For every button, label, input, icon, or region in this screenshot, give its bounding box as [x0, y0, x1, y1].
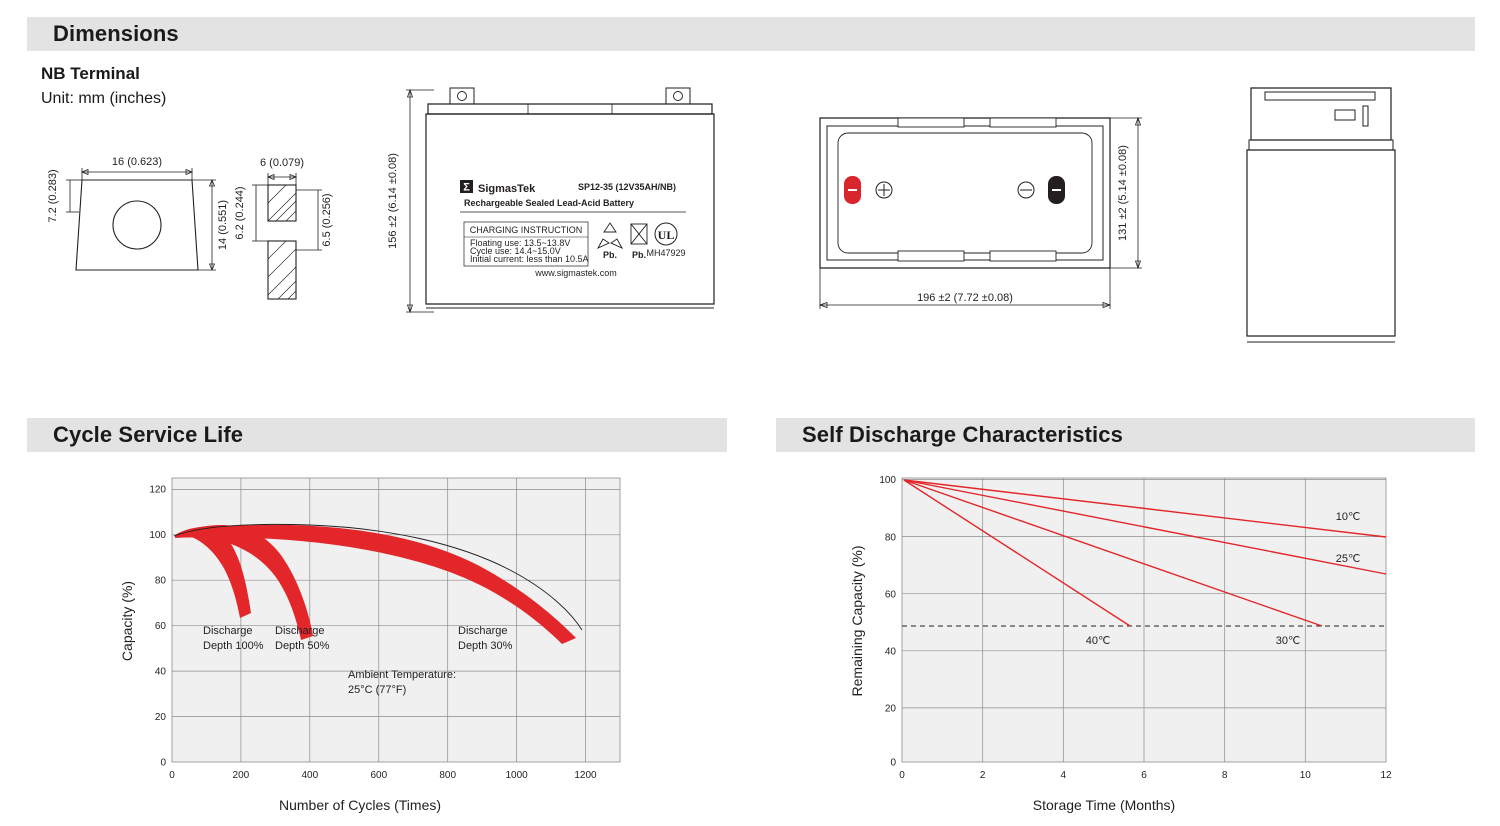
label-25c: 25℃: [1335, 553, 1361, 565]
svg-text:Discharge: Discharge: [275, 625, 325, 637]
dim-terminal-side-height: 14 (0.551): [217, 199, 229, 251]
cycle-chart-xlabel: Number of Cycles (Times): [278, 797, 442, 813]
label-brand: SigmasTek: [478, 183, 536, 195]
label-website: www.sigmastek.com: [535, 268, 617, 278]
svg-text:6: 6: [1141, 770, 1147, 781]
svg-text:100: 100: [879, 475, 896, 486]
label-40c: 40℃: [1085, 635, 1111, 647]
terminal-detail-drawing: [30, 140, 390, 320]
dim-terminal-top-width: 16 (0.623): [111, 156, 163, 168]
section-header-cycle-service-life: [27, 418, 727, 452]
svg-text:Discharge: Discharge: [458, 625, 508, 637]
svg-text:60: 60: [154, 621, 166, 632]
chart-cycle-service-life: [110, 466, 670, 816]
svg-text:0: 0: [899, 770, 905, 781]
battery-front-view: [387, 76, 748, 326]
battery-side-view: [1225, 76, 1445, 356]
svg-text:0: 0: [890, 757, 896, 769]
svg-text:2: 2: [979, 770, 986, 781]
svg-text:12: 12: [1380, 770, 1392, 781]
svg-text:100: 100: [149, 530, 166, 541]
ul-file-number: MH47929: [646, 248, 686, 258]
label-model: SP12-35 (12V35AH/NB): [578, 182, 677, 192]
section-title-dimensions: Dimensions: [53, 21, 179, 46]
section-title-self-discharge: Self Discharge Characteristics: [802, 422, 1123, 447]
svg-text:120: 120: [149, 484, 166, 496]
svg-text:0: 0: [169, 770, 175, 781]
svg-text:Depth 100%: Depth 100%: [203, 640, 264, 652]
terminal-type-label: NB Terminal: [41, 64, 140, 83]
section-header-dimensions: [27, 17, 1475, 51]
ul-mark-icon: [646, 223, 685, 258]
dim-battery-height: 156 ±2 (6.14 ±0.08): [387, 153, 399, 249]
svg-text:20: 20: [884, 703, 896, 715]
dim-terminal-thickness: 6 (0.079): [259, 157, 305, 169]
label-charging-line-2: Initial current: less than 10.5A: [470, 254, 589, 264]
negative-terminal-symbol: [1018, 182, 1034, 198]
svg-text:80: 80: [884, 532, 896, 544]
section-title-cycle-service-life: Cycle Service Life: [53, 422, 244, 447]
svg-text:8: 8: [1221, 770, 1228, 781]
chart-self-discharge: [840, 466, 1420, 816]
svg-text:800: 800: [439, 770, 457, 781]
dim-battery-depth: 131 ±2 (5.14 ±0.08): [1117, 145, 1129, 241]
self-chart-xlabel: Storage Time (Months): [1032, 797, 1176, 813]
dim-terminal-top-height: 7.2 (0.283): [47, 169, 59, 223]
unit-note: Unit: mm (inches): [41, 90, 167, 107]
dim-battery-width: 196 ±2 (7.72 ±0.08): [917, 292, 1013, 304]
self-chart-ylabel: Remaining Capacity (%): [849, 545, 865, 697]
svg-text:25°C (77°F): 25°C (77°F): [348, 684, 407, 696]
svg-text:Discharge: Discharge: [203, 625, 253, 637]
label-charging-title: CHARGING INSTRUCTION: [469, 225, 583, 235]
label-product-line: Rechargeable Sealed Lead-Acid Battery: [464, 198, 635, 208]
battery-top-view: [800, 100, 1160, 330]
svg-text:10: 10: [1299, 770, 1311, 781]
dim-terminal-hole-pitch: 6.2 (0.244): [234, 186, 246, 240]
svg-text:4: 4: [1060, 770, 1067, 781]
label-10c: 10℃: [1335, 511, 1361, 523]
svg-text:40: 40: [884, 646, 896, 658]
no-trash-icon: [631, 224, 647, 260]
svg-text:200: 200: [232, 770, 250, 781]
svg-text:600: 600: [370, 770, 388, 781]
dim-terminal-inner-height: 6.5 (0.256): [321, 193, 333, 247]
svg-text:Depth 30%: Depth 30%: [458, 640, 513, 652]
svg-text:1000: 1000: [505, 770, 528, 781]
svg-text:1200: 1200: [574, 770, 597, 781]
cycle-chart-ylabel: Capacity (%): [119, 580, 135, 662]
svg-text:Σ: Σ: [463, 181, 470, 194]
svg-text:Depth 50%: Depth 50%: [275, 640, 330, 652]
svg-text:400: 400: [301, 770, 319, 781]
positive-terminal-symbol: [876, 182, 892, 198]
svg-text:20: 20: [154, 712, 166, 723]
svg-text:40: 40: [154, 666, 166, 678]
svg-text:UL: UL: [657, 228, 675, 242]
label-charging-line-1: Cycle use: 14.4~15.0V: [470, 246, 561, 256]
no-trash-mark-text: Pb.: [631, 250, 647, 260]
label-30c: 30℃: [1275, 635, 1301, 647]
recycle-mark-text: Pb.: [602, 250, 618, 260]
svg-text:60: 60: [884, 589, 896, 601]
recycle-icon: [598, 223, 622, 260]
label-charging-line-0: Floating use: 13.5~13.8V: [470, 238, 571, 248]
svg-text:80: 80: [154, 575, 166, 587]
section-header-self-discharge: [776, 418, 1475, 452]
svg-text:Ambient Temperature:: Ambient Temperature:: [348, 669, 457, 681]
svg-text:0: 0: [160, 757, 166, 769]
